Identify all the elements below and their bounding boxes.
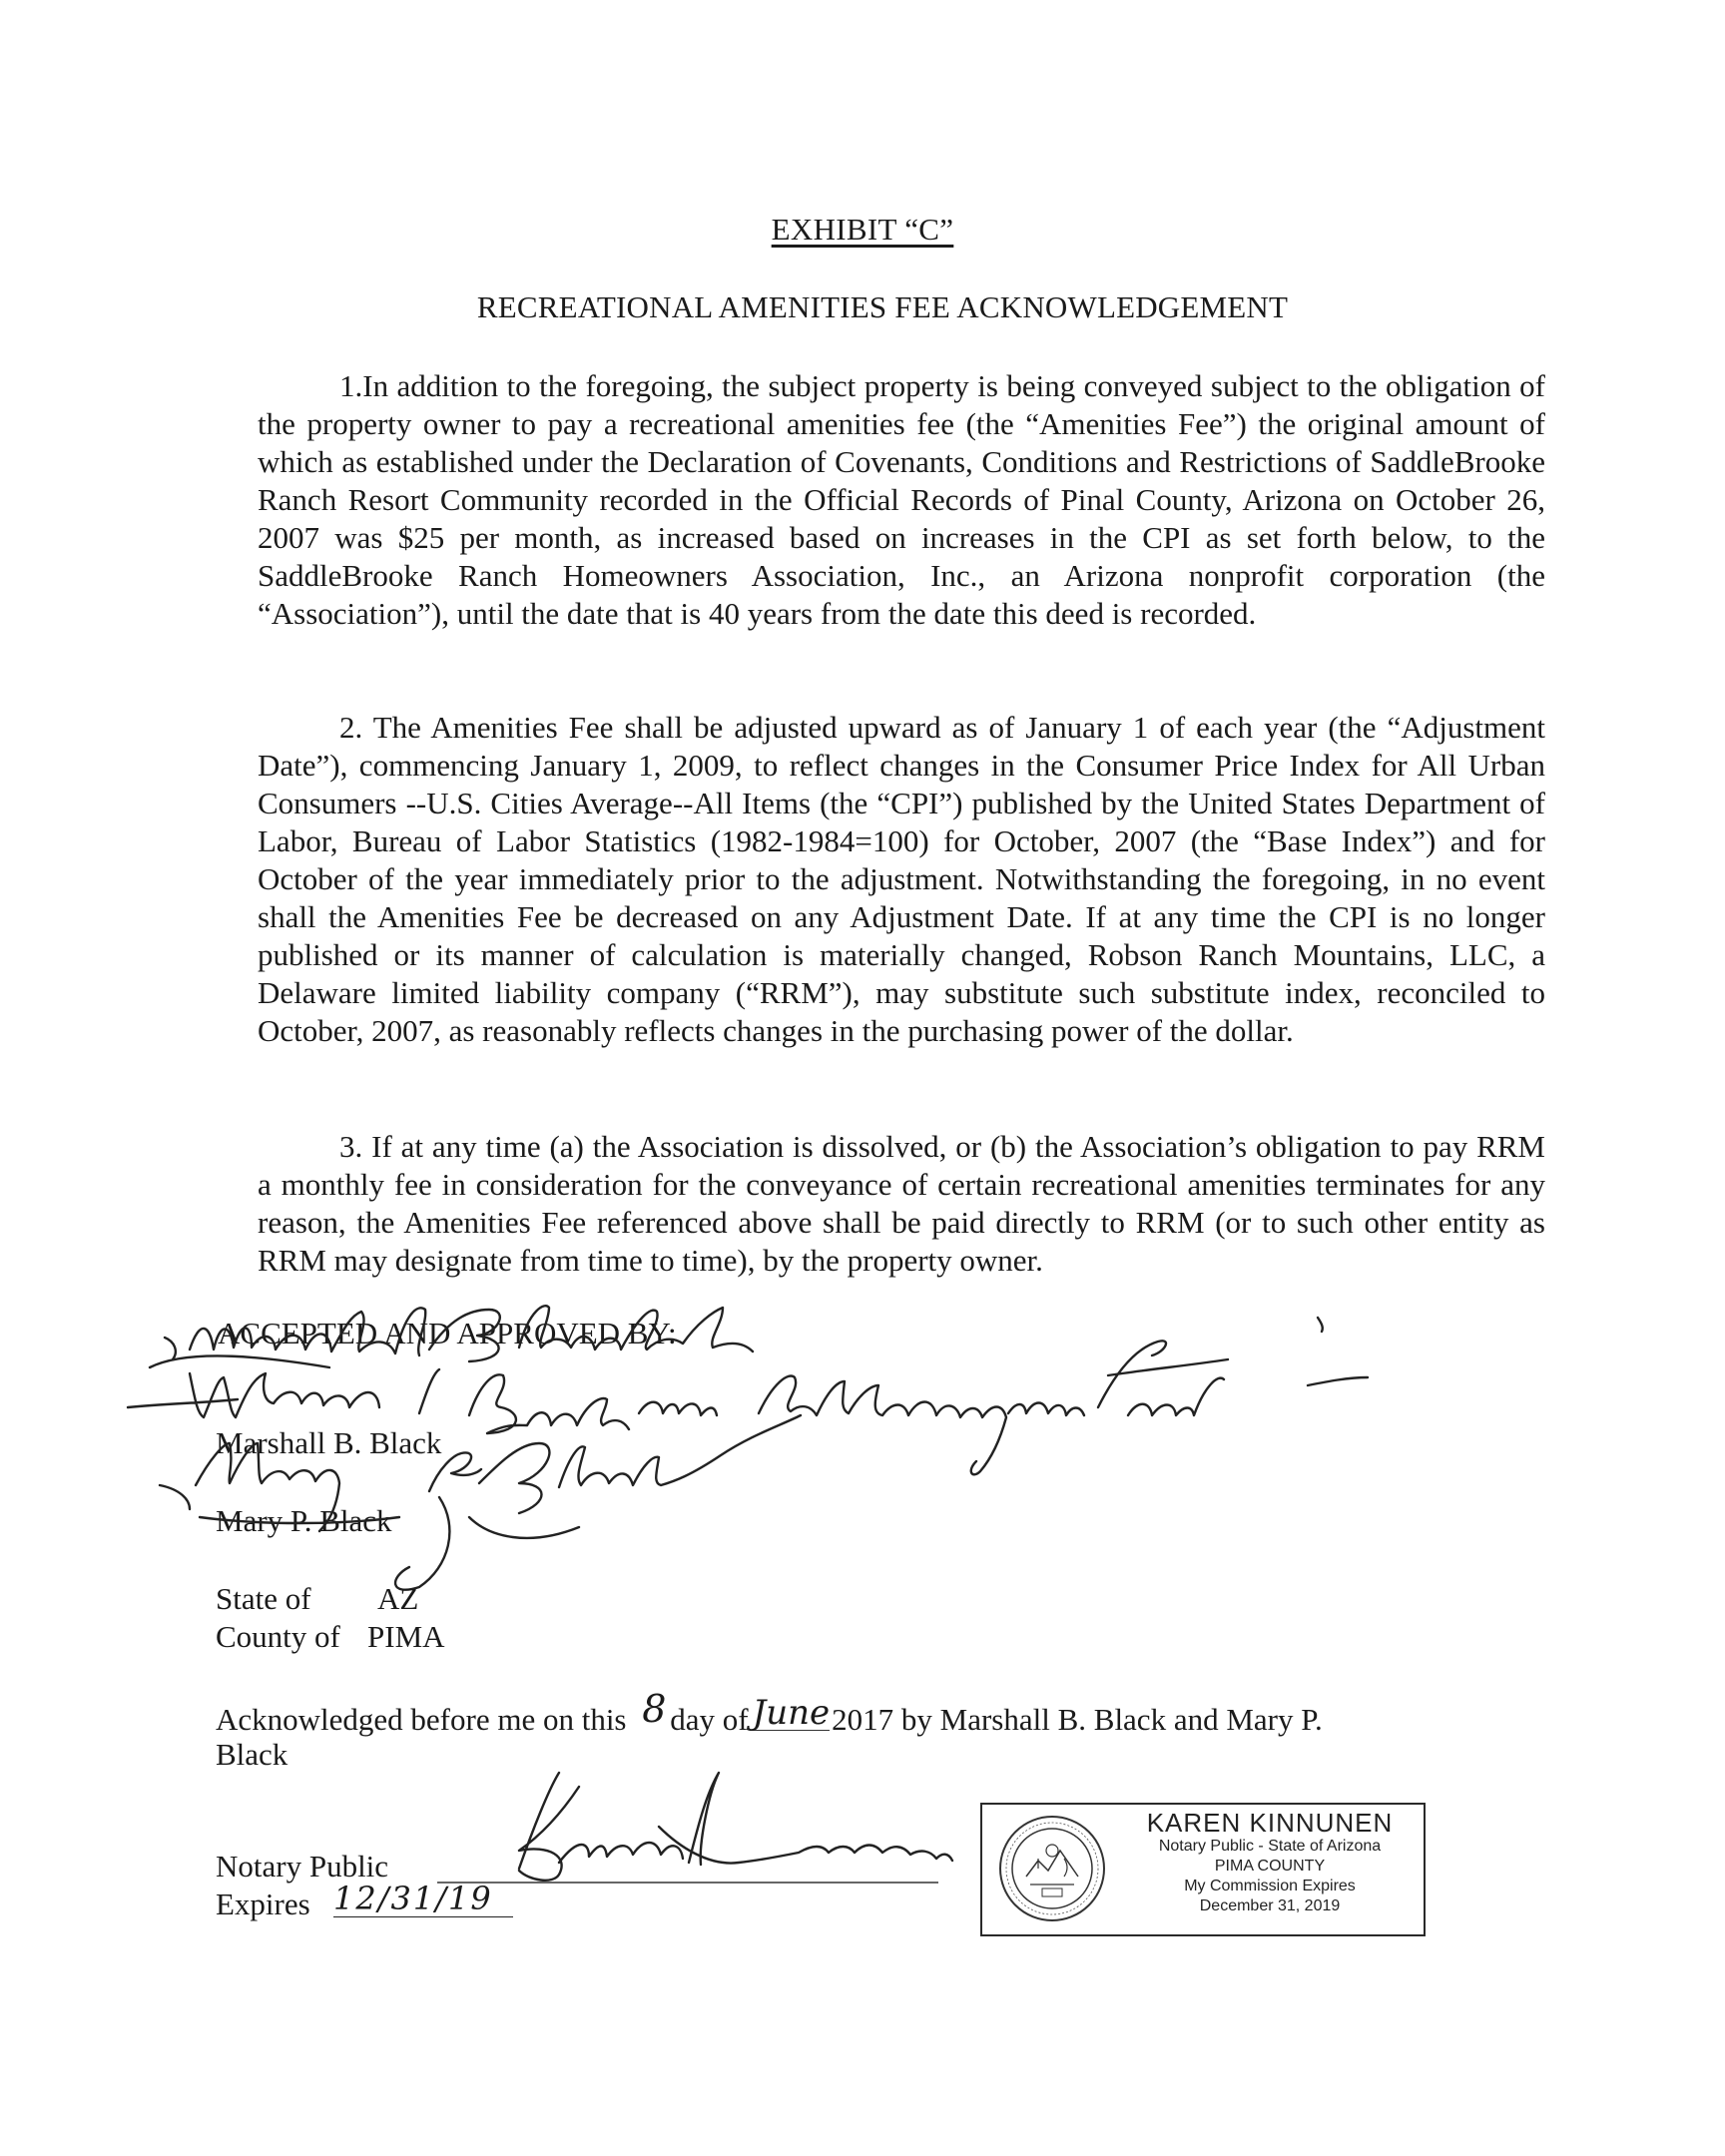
ack-prefix: Acknowledged before me on this: [216, 1702, 627, 1737]
ack-day-handwritten: 8: [642, 1687, 667, 1731]
signer-1-name: Marshall B. Black: [216, 1425, 442, 1460]
expires-handwritten: 12/31/19: [333, 1881, 513, 1917]
paragraph-3: 3. If at any time (a) the Association is dissolved, or (b) the Association’s obligation to pay RRM a monthly fee in consideration for the conveyance of certain recreational amenities terminates for any reason, the Amenities Fee referenced above shall be paid directly to RRM (or to such other entity as RRM may designate from time to time), by the property owner.: [258, 1129, 1545, 1278]
stamp-line-4: December 31, 2019: [1199, 1897, 1341, 1914]
ack-suffix-line2: Black: [216, 1737, 288, 1772]
stamp-line-3: My Commission Expires: [1184, 1878, 1356, 1894]
expires-label: Expires: [216, 1886, 310, 1921]
paragraph-2: 2. The Amenities Fee shall be adjusted upward as of January 1 of each year (the “Adjustment Date”), commencing January 1, 2009, to reflect changes in the Consumer Price Index for All Urban Consumers --U.S. Cities Average--All Items (the “CPI”) published by the United States Department of Labor, Bureau of Labor Statistics (1982-1984=100) for October, 2007 (the “Base Index”) and for October of the year immediately prior to the adjustment. Notwithstanding the foregoing, in no event shall the Amenities Fee be decreased on any Adjustment Date. If at any time the CPI is no longer published or its manner of calculation is materially changed, Robson Ranch Mountains, LLC, a Delaware limited liability company (“RRM”), may substitute such substitute index, reconciled to October, 2007, as reasonably reflects changes in the purchasing power of the dollar.: [258, 710, 1545, 1048]
stamp-line-2: PIMA COUNTY: [1214, 1858, 1326, 1875]
document-heading: RECREATIONAL AMENITIES FEE ACKNOWLEDGEMENT: [476, 289, 1289, 324]
state-seal-icon: [998, 1815, 1106, 1922]
ack-day-label: day of: [670, 1702, 749, 1737]
state-label: State of: [216, 1581, 311, 1616]
notary-stamp: [980, 1803, 1426, 1936]
stamp-text-block: [1120, 1809, 1420, 1916]
stamp-notary-name: KAREN KINNUNEN: [1146, 1808, 1394, 1838]
stamp-line-1: Notary Public - State of Arizona: [1158, 1838, 1382, 1855]
signer-2-name: Mary P. Black: [216, 1503, 392, 1538]
accepted-approved-label: ACCEPTED AND APPROVED BY:: [218, 1316, 677, 1350]
exhibit-title: EXHIBIT “C”: [771, 212, 954, 247]
county-label: County of: [216, 1619, 340, 1654]
paragraph-1: 1.In addition to the foregoing, the subject property is being conveyed subject to the obligation of the property owner to pay a recreational amenities fee (the “Amenities Fee”) the original amount of which as established under the Declaration of Covenants, Conditions and Restrictions of SaddleBrooke Ranch Resort Community recorded in the Official Records of Pinal County, Arizona on October 26, 2007 was $25 per month, as increased based on increases in the CPI as set forth below, to the SaddleBrooke Ranch Homeowners Association, Inc., an Arizona nonprofit corporation (the “Association”), until the date that is 40 years from the date this deed is recorded.: [258, 368, 1545, 631]
state-value: AZ: [377, 1581, 419, 1616]
ack-month-handwritten: June: [752, 1693, 831, 1733]
county-value: PIMA: [367, 1619, 445, 1654]
notary-public-label: Notary Public: [216, 1849, 389, 1884]
ack-suffix: 2017 by Marshall B. Black and Mary P.: [832, 1702, 1323, 1737]
